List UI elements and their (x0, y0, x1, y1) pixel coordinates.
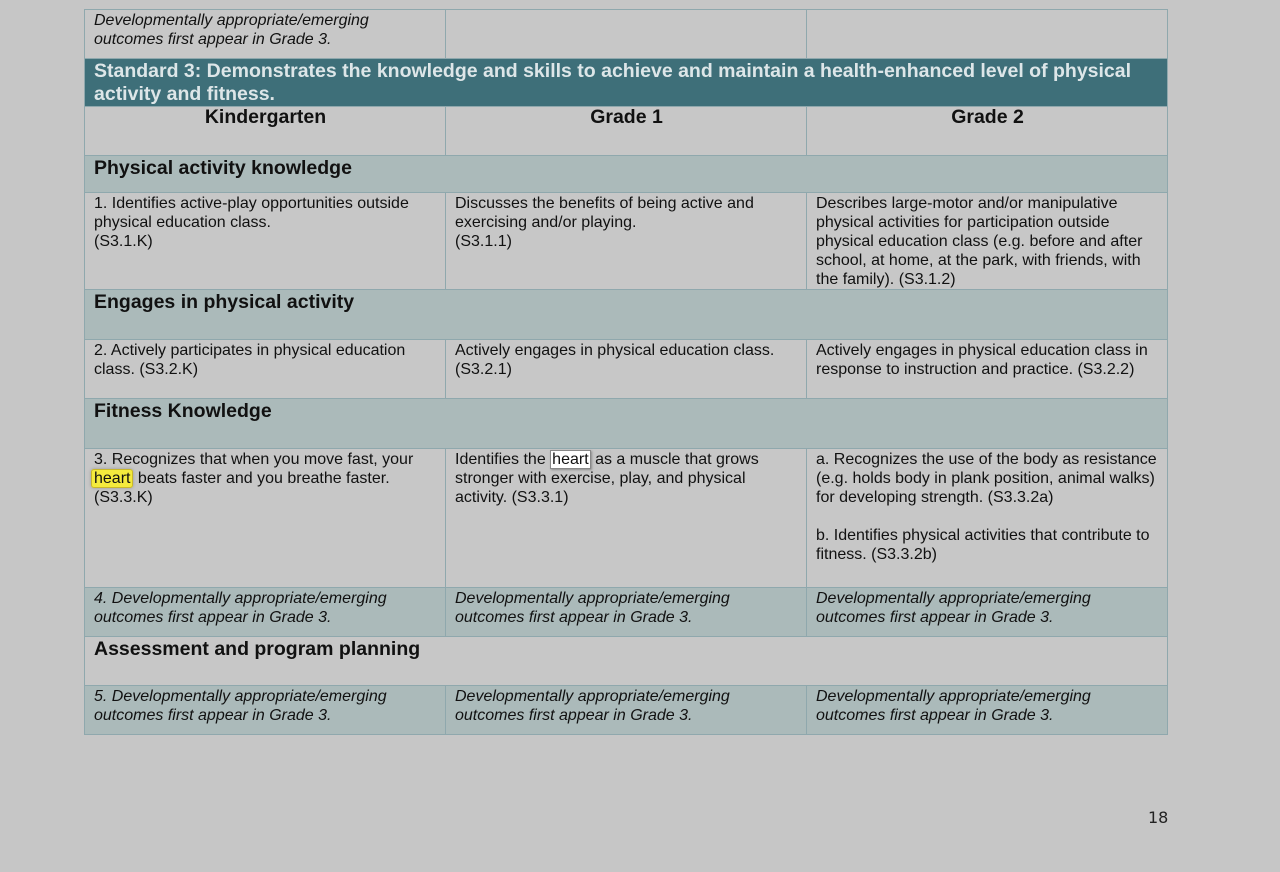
pak-grade1-code: (S3.1.1) (455, 233, 512, 250)
grade-header-kindergarten: Kindergarten (85, 107, 446, 156)
page-number: 18 (1148, 808, 1169, 827)
fitness-g2-a: a. Recognizes the use of the body as resistance (e.g. holds body in plank position, animal walks) for developing strength. (S3.3.2a) (816, 451, 1157, 506)
standard-row (85, 59, 1168, 107)
section-row (85, 399, 1168, 449)
fitness-g1-before: Identifies the (455, 451, 551, 468)
fitness-k-after: beats faster and you breathe faster. (S3.3.K) (94, 470, 390, 506)
grade-header-grade1: Grade 1 (446, 107, 807, 156)
top-row-grade1 (446, 10, 807, 59)
pak-kindergarten-text: 1. Identifies active-play opportunities outside physical education class. (94, 195, 409, 231)
table-row (85, 10, 1168, 59)
row4-grade1: Developmentally appropriate/emerging outcomes first appear in Grade 3. (446, 588, 807, 637)
pak-grade1-text: Discusses the benefits of being active and exercising and/or playing. (455, 195, 754, 231)
top-row-kindergarten: Developmentally appropriate/emerging outcomes first appear in Grade 3. (85, 10, 446, 59)
pak-grade1 (446, 193, 807, 290)
standards-table (84, 9, 1168, 735)
search-match-heart[interactable]: heart (552, 451, 589, 468)
fitness-grade1 (446, 449, 807, 588)
assessment-grade1: Developmentally appropriate/emerging outcomes first appear in Grade 3. (446, 686, 807, 735)
table-row (85, 340, 1168, 399)
fitness-g1-after: as a muscle that grows stronger with exercise, play, and physical activity. (S3.3.1) (455, 451, 759, 506)
fitness-k-before: 3. Recognizes that when you move fast, your (94, 451, 414, 468)
section-row (85, 637, 1168, 686)
row4-grade2: Developmentally appropriate/emerging outcomes first appear in Grade 3. (807, 588, 1168, 637)
grade-header-row (85, 107, 1168, 156)
engages-grade1: Actively engages in physical education class. (S3.2.1) (446, 340, 807, 399)
pak-grade2: Describes large-motor and/or manipulative physical activities for participation outside physical education class (e.g. before and after school, at home, at the park, with friends, with the family). (S3.1.2) (807, 193, 1168, 290)
search-highlight-heart[interactable]: heart (91, 469, 133, 488)
fitness-grade2 (807, 449, 1168, 588)
fitness-kindergarten (85, 449, 446, 588)
standard-title: Standard 3: Demonstrates the knowledge and skills to achieve and maintain a health-enhanced level of physical activity and fitness. (85, 59, 1168, 107)
section-heading-engages: Engages in physical activity (85, 290, 1168, 340)
assessment-grade2: Developmentally appropriate/emerging outcomes first appear in Grade 3. (807, 686, 1168, 735)
section-heading-fitness-knowledge: Fitness Knowledge (85, 399, 1168, 449)
section-heading-assessment: Assessment and program planning (85, 637, 1168, 686)
assessment-kindergarten: 5. Developmentally appropriate/emerging outcomes first appear in Grade 3. (85, 686, 446, 735)
fitness-g2-b: b. Identifies physical activities that contribute to fitness. (S3.3.2b) (816, 527, 1150, 563)
table-row (85, 449, 1168, 588)
engages-grade2: Actively engages in physical education class in response to instruction and practice. (S3.2.2) (807, 340, 1168, 399)
top-row-grade2 (807, 10, 1168, 59)
section-row (85, 290, 1168, 340)
pak-kindergarten (85, 193, 446, 290)
grade-header-grade2: Grade 2 (807, 107, 1168, 156)
section-row (85, 156, 1168, 193)
engages-kindergarten: 2. Actively participates in physical education class. (S3.2.K) (85, 340, 446, 399)
table-row (85, 193, 1168, 290)
row4-kindergarten: 4. Developmentally appropriate/emerging outcomes first appear in Grade 3. (85, 588, 446, 637)
section-heading-physical-activity-knowledge: Physical activity knowledge (85, 156, 1168, 193)
pak-kindergarten-code: (S3.1.K) (94, 233, 153, 250)
table-row (85, 588, 1168, 637)
table-row (85, 686, 1168, 735)
